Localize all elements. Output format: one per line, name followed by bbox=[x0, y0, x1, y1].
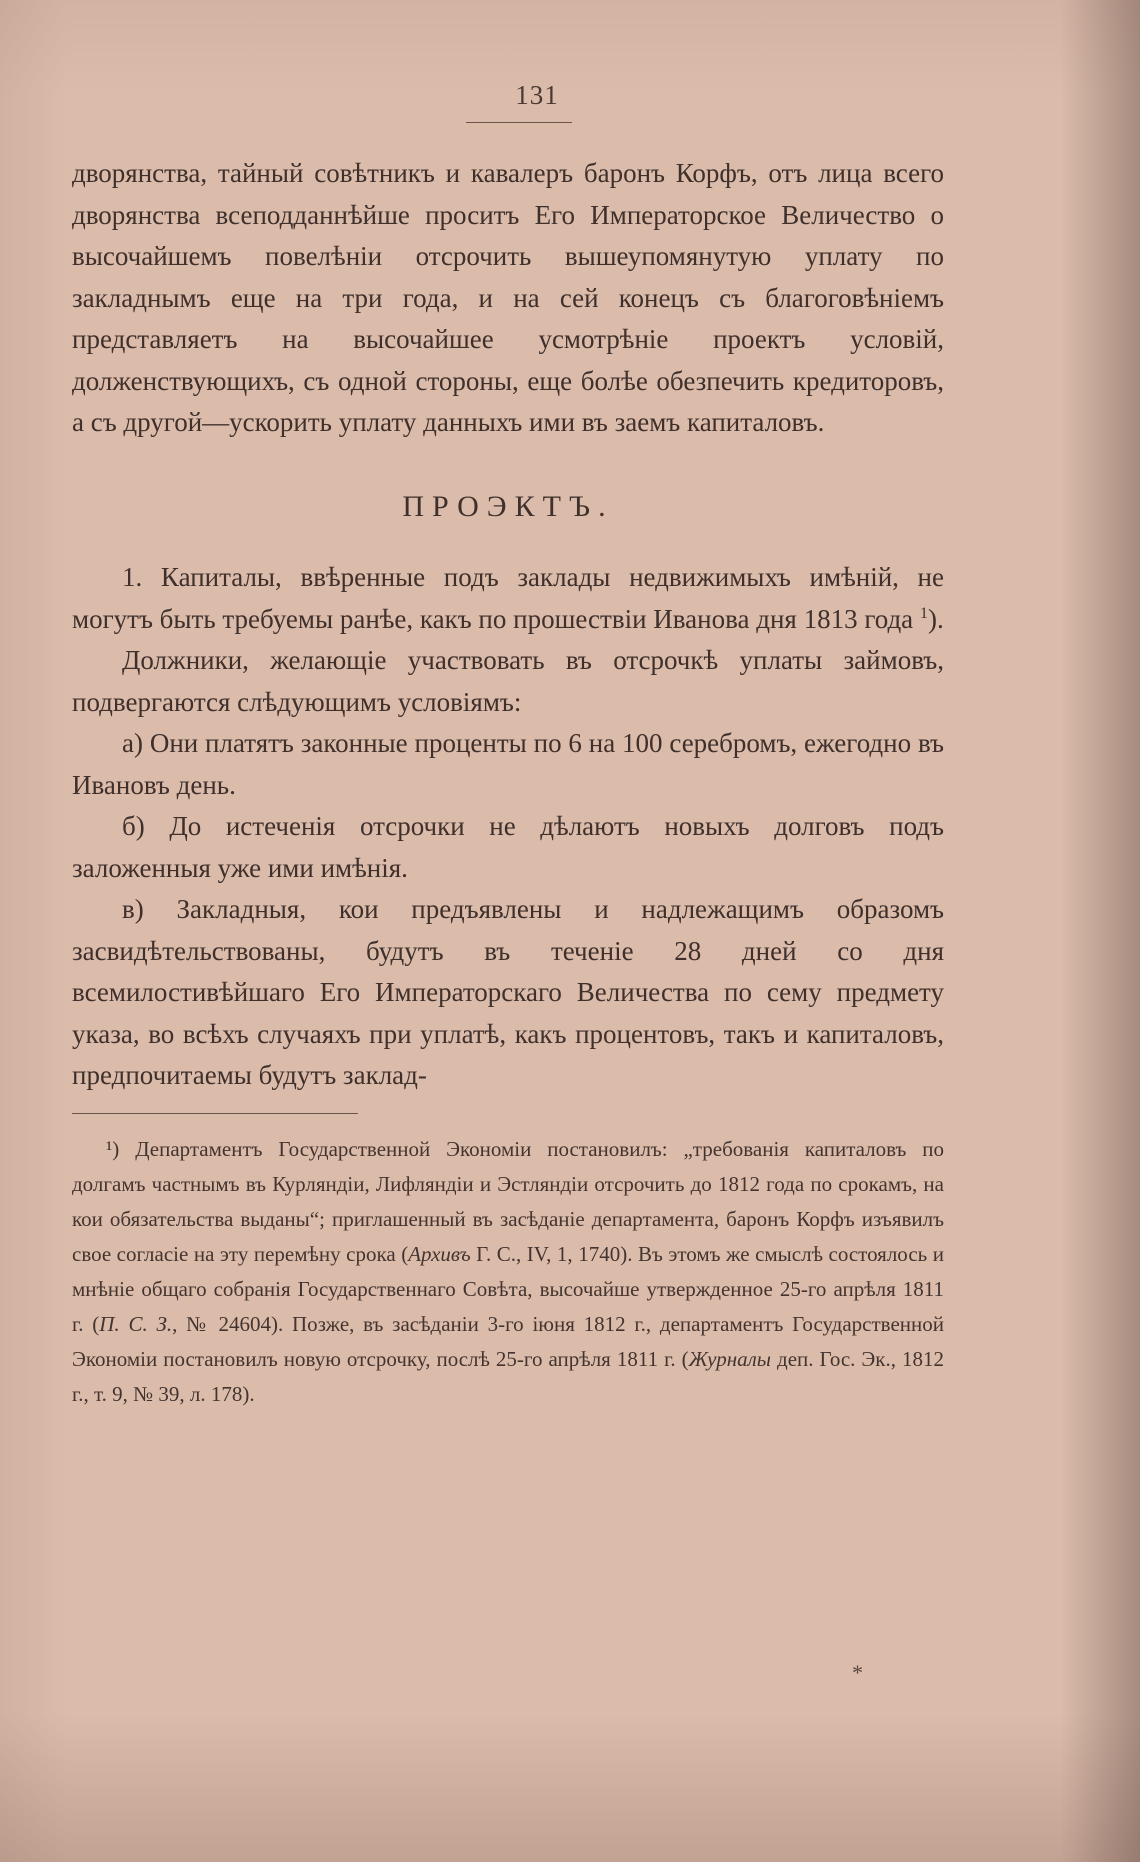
page-number-rule bbox=[466, 122, 572, 123]
footnote-text-2: Г. С., IV, 1, 1740). Въ этомъ же смыслѣ состоялось и мнѣнiе общаго собранiя Государственнаго Совѣта, высочайше утвержденное 25-го апрѣля 1811 г. ( bbox=[72, 1241, 944, 1336]
footnote-rule bbox=[72, 1113, 358, 1114]
section-heading: ПРОЭКТЪ. bbox=[402, 489, 614, 523]
footnote-text-1: Департаментъ Государственной Экономiи постановилъ: „требованiя капиталовъ по долгамъ частнымъ въ Курляндiи, Лифляндiи и Эстляндiи отсрочить до 1812 года по срокамъ, на кои обязательства выданы“; приглашенный въ засѣданiе департамента, баронъ Корфъ изъявилъ свое согласiе на эту перемѣну срока ( bbox=[72, 1136, 945, 1266]
footnote-mark: ¹) bbox=[106, 1136, 120, 1161]
condition-b: б) До истеченiя отсрочки не дѣлаютъ новыхъ долговъ подъ заложенныя уже ими имѣнiя. bbox=[72, 811, 944, 883]
footnote-italic-archive: Архивъ bbox=[408, 1241, 471, 1266]
footnote-reference: 1 bbox=[919, 603, 929, 622]
opening-paragraph: дворянства, тайный совѣтникъ и кавалеръ баронъ Корфъ, отъ лица всего дворянства всеподданнѣйше проситъ Его Императорское Величество о высочайшемъ повелѣнiи отсрочить вышеупомянутую уплату по закладнымъ еще на три года, и на сей конецъ съ благоговѣнiемъ представляетъ на высочайшее усмотрѣнiе проектъ условiй, долженствующихъ, съ одной стороны, еще болѣе обезпечить кредиторовъ, а съ другой—ускорить уплату данныхъ ими въ заемъ капиталовъ. bbox=[72, 158, 944, 437]
footnote-text-3: , № 24604). Позже, въ засѣданiи 3-го iюня 1812 г., департаментъ Государственной Экономiи постановилъ новую отсрочку, послѣ 25-го апрѣля 1811 г. ( bbox=[72, 1311, 944, 1371]
clause-1-text: 1. Капиталы, ввѣренные подъ заклады недвижимыхъ имѣнiй, не могутъ быть требуемы ранѣе, какъ по прошествiи Иванова дня 1813 года bbox=[72, 562, 944, 634]
condition-a: а) Они платятъ законные проценты по 6 на 100 серебромъ, ежегодно въ Ивановъ день. bbox=[72, 728, 944, 800]
page-number: 131 bbox=[515, 80, 559, 110]
page-content bbox=[72, 80, 944, 1412]
body-text bbox=[72, 153, 944, 1097]
clause-1-end: ). bbox=[928, 603, 944, 634]
debtors-intro: Должники, желающiе участвовать въ отсрочкѣ уплаты займовъ, подвергаются слѣдующимъ условiямъ: bbox=[72, 645, 944, 717]
footnote-italic-journals: Журналы bbox=[688, 1346, 772, 1371]
footnotes bbox=[72, 1132, 944, 1412]
footnote-text-4: деп. Гос. Эк., 1812 г., т. 9, № 39, л. 178). bbox=[72, 1346, 944, 1406]
footnote-1 bbox=[72, 1132, 944, 1412]
printer-mark: * bbox=[852, 1660, 863, 1685]
condition-c: в) Закладныя, кои предъявлены и надлежащимъ образомъ засвидѣтельствованы, будутъ въ теченiе 28 дней со дня всемилостивѣйшаго Его Императорскаго Величества по сему предмету указа, во всѣхъ случаяхъ при уплатѣ, какъ процентовъ, такъ и капиталовъ, предпочитаемы будутъ заклад- bbox=[72, 894, 944, 1090]
clause-1 bbox=[72, 557, 944, 640]
footnote-italic-psz: П. С. З. bbox=[99, 1311, 173, 1336]
